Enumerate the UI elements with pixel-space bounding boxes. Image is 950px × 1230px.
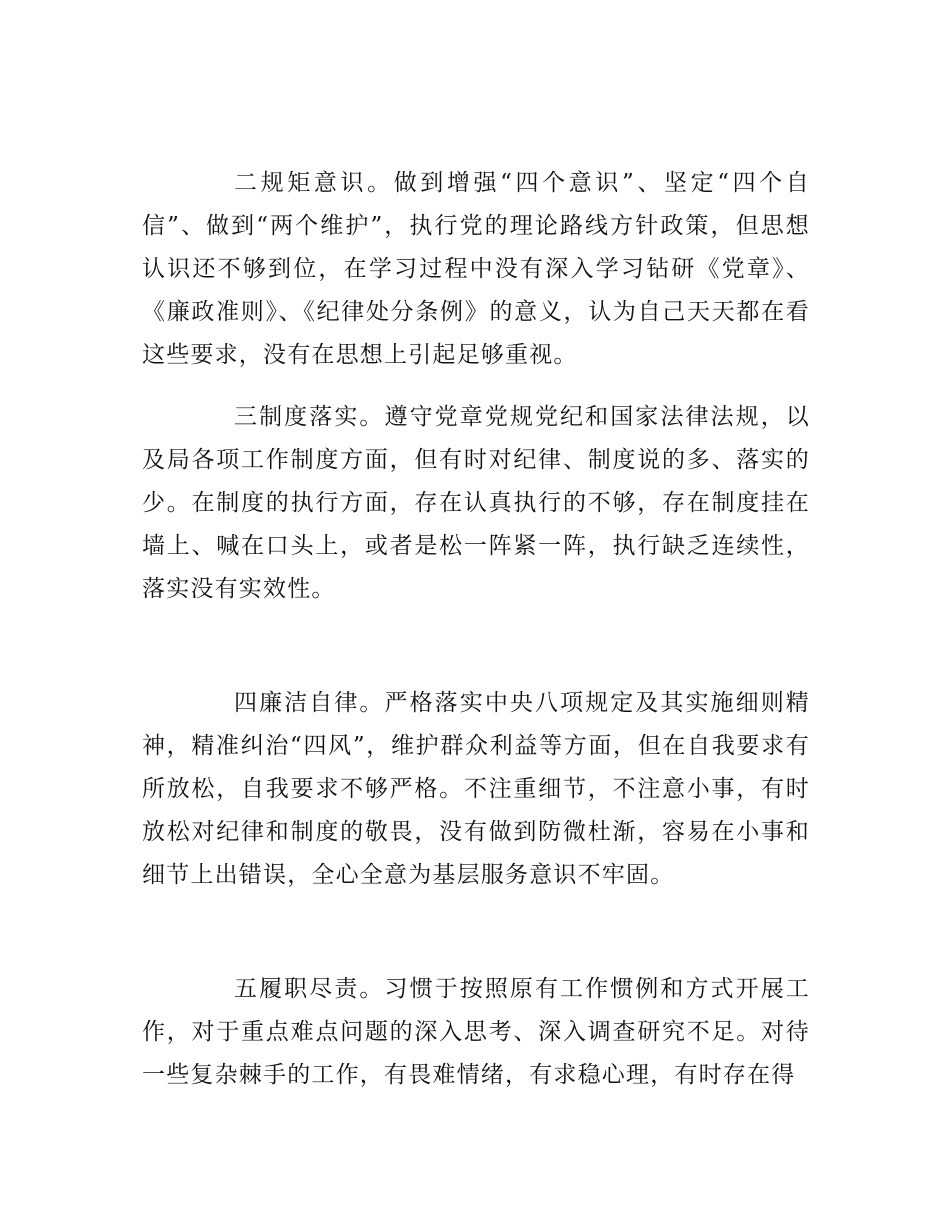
paragraph-integrity-self-discipline: 四廉洁自律。严格落实中央八项规定及其实施细则精神，精准纠治“四风”，维护群众利益等方面，但在自我要求有所放松，自我要求不够严格。不注重细节，不注意小事，有时放松对纪律和制度的敬畏，没有做到防微杜渐，容易在小事和细节上出错误，全心全意为基层服务意识不牢固。: [142, 690, 810, 888]
paragraph-duty-performance: 五履职尽责。习惯于按照原有工作惯例和方式开展工作，对于重点难点问题的深入思考、深入调查研究不足。对待一些复杂棘手的工作，有畏难情绪，有求稳心理，有时存在得: [142, 976, 810, 1088]
paragraph-system-implementation: 三制度落实。遵守党章党规党纪和国家法律法规，以及局各项工作制度方面，但有时对纪律、制度说的多、落实的少。在制度的执行方面，存在认真执行的不够，存在制度挂在墙上、喊在口头上，或者是松一阵紧一阵，执行缺乏连续性，落实没有实效性。: [142, 404, 810, 602]
paragraph-rules-awareness: 二规矩意识。做到增强“四个意识”、坚定“四个自信”、做到“两个维护”，执行党的理论路线方针政策，但思想认识还不够到位，在学习过程中没有深入学习钻研《党章》、《廉政准则》、《纪律处分条例》的意义，认为自己天天都在看这些要求，没有在思想上引起足够重视。: [142, 170, 810, 368]
